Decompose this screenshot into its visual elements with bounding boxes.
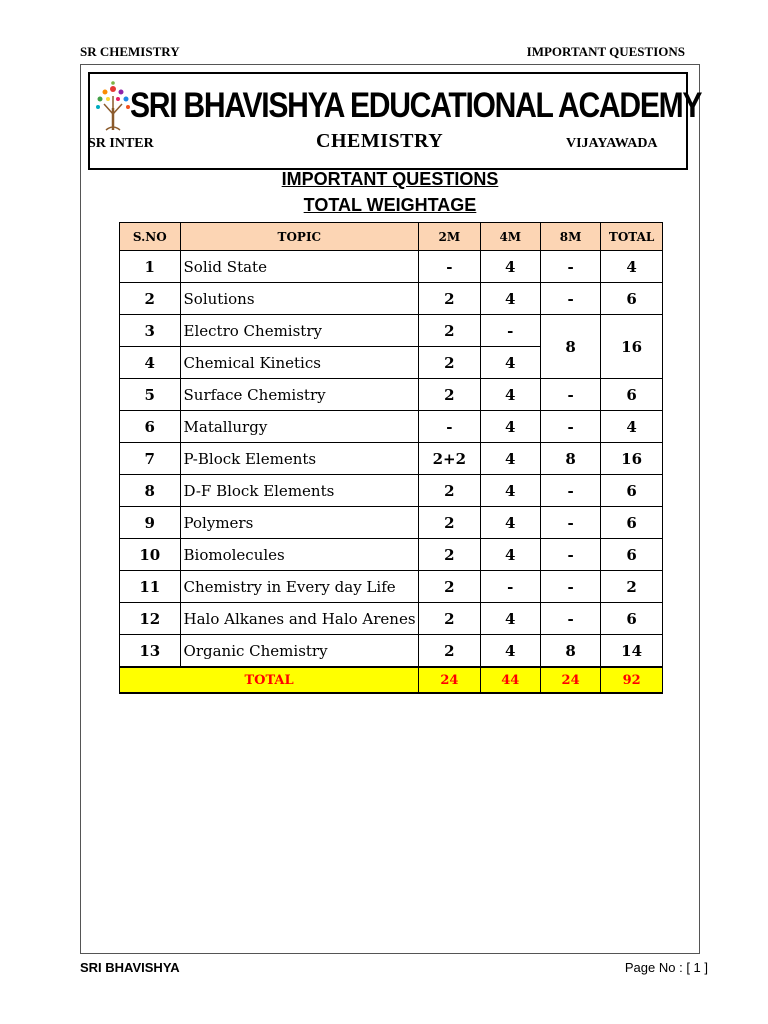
cell-2m: -: [419, 251, 481, 283]
total-2m: 24: [419, 667, 481, 693]
col-header-8m: 8M: [540, 223, 600, 251]
academy-banner: [88, 72, 702, 170]
cell-8m: -: [540, 571, 600, 603]
cell-2m: 2+2: [419, 443, 481, 475]
col-header-sno: S.NO: [120, 223, 181, 251]
cell-topic: Polymers: [180, 507, 419, 539]
cell-total: 6: [601, 539, 663, 571]
cell-sno: 7: [120, 443, 181, 475]
cell-2m: 2: [419, 603, 481, 635]
header-left: SR CHEMISTRY: [80, 44, 180, 59]
table-row: [120, 635, 663, 668]
cell-topic: Organic Chemistry: [180, 635, 419, 668]
cell-total: 4: [601, 411, 663, 443]
heading-total-weightage: TOTAL WEIGHTAGE: [303, 195, 477, 215]
col-header-2m: 2M: [419, 223, 481, 251]
cell-4m: 4: [480, 507, 540, 539]
cell-4m: 4: [480, 475, 540, 507]
cell-sno: 6: [120, 411, 181, 443]
table-row: [120, 507, 663, 539]
cell-8m: -: [540, 475, 600, 507]
cell-8m: -: [540, 379, 600, 411]
cell-total: 4: [601, 251, 663, 283]
cell-8m: -: [540, 603, 600, 635]
cell-4m: 4: [480, 251, 540, 283]
table-row: [120, 379, 663, 411]
cell-sno: 2: [120, 283, 181, 315]
table-row: [120, 571, 663, 603]
cell-sno: 4: [120, 347, 181, 379]
cell-2m: 2: [419, 507, 481, 539]
cell-sno: 9: [120, 507, 181, 539]
total-4m: 44: [480, 667, 540, 693]
cell-2m: 2: [419, 283, 481, 315]
cell-topic: Halo Alkanes and Halo Arenes: [180, 603, 419, 635]
cell-4m: 4: [480, 379, 540, 411]
cell-sno: 8: [120, 475, 181, 507]
cell-2m: 2: [419, 539, 481, 571]
cell-4m: -: [480, 315, 540, 347]
cell-total: 6: [601, 379, 663, 411]
cell-topic: D-F Block Elements: [180, 475, 419, 507]
table-row: [120, 443, 663, 475]
cell-sno: 11: [120, 571, 181, 603]
cell-8m: -: [540, 283, 600, 315]
cell-2m: 2: [419, 571, 481, 603]
cell-2m: -: [419, 411, 481, 443]
cell-4m: 4: [480, 283, 540, 315]
total-8m: 24: [540, 667, 600, 693]
academy-name: SRI BHAVISHYA EDUCATIONAL ACADEMY: [130, 86, 702, 125]
col-header-topic: TOPIC: [180, 223, 419, 251]
cell-4m: 4: [480, 347, 540, 379]
cell-sno: 12: [120, 603, 181, 635]
cell-sno: 10: [120, 539, 181, 571]
cell-2m: 2: [419, 315, 481, 347]
cell-2m: 2: [419, 475, 481, 507]
cell-topic: Chemistry in Every day Life: [180, 571, 419, 603]
cell-total: 16: [601, 443, 663, 475]
cell-2m: 2: [419, 635, 481, 668]
table-total-row: [120, 667, 663, 693]
cell-2m: 2: [419, 379, 481, 411]
cell-sno: 13: [120, 635, 181, 668]
cell-total: 14: [601, 635, 663, 668]
cell-4m: 4: [480, 411, 540, 443]
cell-topic: Electro Chemistry: [180, 315, 419, 347]
cell-total: 6: [601, 507, 663, 539]
class-label: SR INTER: [88, 136, 154, 151]
table-header-row: [120, 223, 663, 251]
col-header-4m: 4M: [480, 223, 540, 251]
cell-topic: P-Block Elements: [180, 443, 419, 475]
cell-topic: Solid State: [180, 251, 419, 283]
heading-important-questions: IMPORTANT QUESTIONS: [281, 169, 499, 189]
total-label: TOTAL: [120, 667, 419, 693]
table-row: [120, 251, 663, 283]
cell-total: 6: [601, 475, 663, 507]
total-grand: 92: [601, 667, 663, 693]
cell-8m: 8: [540, 635, 600, 668]
cell-4m: 4: [480, 539, 540, 571]
header-right: IMPORTANT QUESTIONS: [526, 44, 685, 59]
cell-topic: Matallurgy: [180, 411, 419, 443]
subject-title: CHEMISTRY: [316, 130, 444, 152]
footer-left: SRI BHAVISHYA: [80, 960, 180, 975]
cell-topic: Surface Chemistry: [180, 379, 419, 411]
weightage-table: [119, 222, 663, 694]
cell-4m: 4: [480, 603, 540, 635]
cell-sno: 5: [120, 379, 181, 411]
table-row: [120, 411, 663, 443]
cell-sno: 1: [120, 251, 181, 283]
city-label: VIJAYAWADA: [566, 136, 658, 151]
col-header-total: TOTAL: [601, 223, 663, 251]
cell-8m: -: [540, 539, 600, 571]
table-row: [120, 315, 663, 347]
table-row: [120, 539, 663, 571]
cell-total: 2: [601, 571, 663, 603]
page-number: Page No : [ 1 ]: [624, 960, 708, 975]
table-row: [120, 283, 663, 315]
cell-sno: 3: [120, 315, 181, 347]
cell-2m: 2: [419, 347, 481, 379]
cell-4m: 4: [480, 443, 540, 475]
cell-total: 6: [601, 603, 663, 635]
cell-topic: Solutions: [180, 283, 419, 315]
tree-logo-icon: [94, 80, 132, 132]
table-row: [120, 475, 663, 507]
cell-topic: Biomolecules: [180, 539, 419, 571]
cell-total-merged: 16: [601, 315, 663, 379]
cell-8m: -: [540, 251, 600, 283]
cell-4m: -: [480, 571, 540, 603]
cell-8m: 8: [540, 443, 600, 475]
table-row: [120, 603, 663, 635]
cell-topic: Chemical Kinetics: [180, 347, 419, 379]
cell-8m-merged: 8: [540, 315, 600, 379]
cell-4m: 4: [480, 635, 540, 668]
cell-8m: -: [540, 411, 600, 443]
cell-total: 6: [601, 283, 663, 315]
cell-8m: -: [540, 507, 600, 539]
